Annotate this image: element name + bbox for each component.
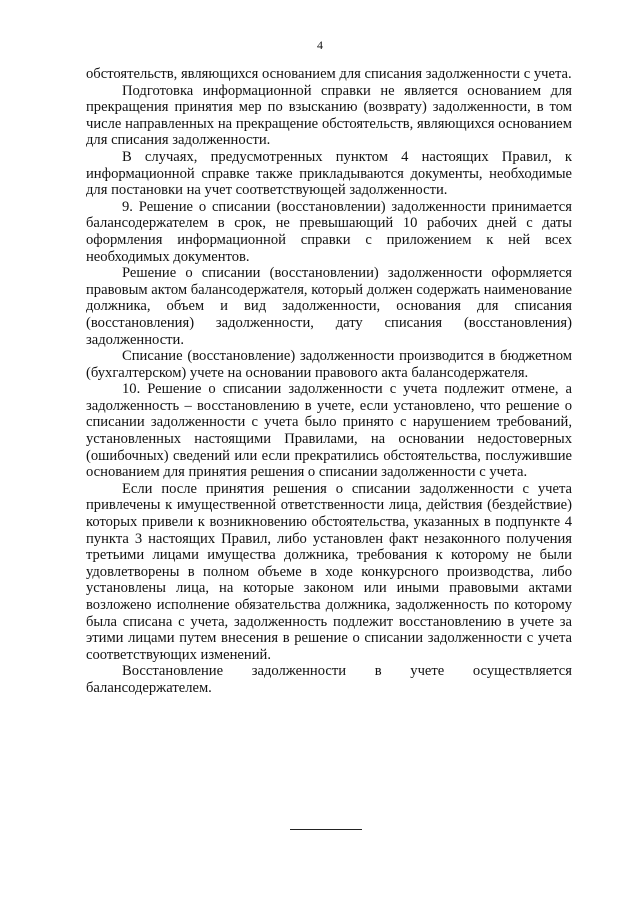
paragraph-restoration-conditions: Если после принятия решения о списании задолженности с учета привлечены к имущественной ответственности лица, действия (бездействие) которых привели к возникновению обстоятельства, указанных в подпункте 4 пункта 3 настоящих Правил, либо установлен факт незаконного получения третьими лицами имущества должника, требования к которому не были удовлетворены в полном объеме в ходе конкурсного производства, либо установлены лица, на которые законом или иными правовыми актами возложено исполнение обязательства должника, задолженность по которому была списана с учета, задолженность подлежит восстановлению в учете за этими лицами путем внесения в решение о списании задолженности с учета соответствующих изменений. <box>86 480 572 663</box>
end-of-document-rule <box>290 829 362 830</box>
document-body <box>86 66 572 697</box>
paragraph-write-off-accounting: Списание (восстановление) задолженности производится в бюджетном (бухгалтерском) учете на основании правового акта балансодержателя. <box>86 348 572 381</box>
paragraph-continuation: обстоятельств, являющихся основанием для списания задолженности с учета. <box>86 66 572 82</box>
page-number: 4 <box>317 38 323 52</box>
paragraph-attached-documents: В случаях, предусмотренных пунктом 4 настоящих Правил, к информационной справке также прикладываются документы, необходимые для постановки на учет соответствующей задолженности. <box>86 148 572 199</box>
paragraph-decision-form: Решение о списании (восстановлении) задолженности оформляется правовым актом балансодержателя, который должен содержать наименование должника, объем и вид задолженности, основания для списания (восстановления) задолженности, дату списания (восстановления) задолженности. <box>86 265 572 348</box>
paragraph-restoration-by-holder: Восстановление задолженности в учете осуществляется балансодержателем. <box>86 663 572 696</box>
paragraph-info-reference-not-basis: Подготовка информационной справки не является основанием для прекращения принятия мер по взысканию (возврату) задолженности, в том числе направленных на прекращение обстоятельств, являющихся основанием для списания задолженности. <box>86 82 572 149</box>
paragraph-item-10: 10. Решение о списании задолженности с учета подлежит отмене, а задолженность – восстановлению в учете, если установлено, что решение о списании задолженности с учета было принято с нарушением требований, установленных настоящими Правилами, на основании недостоверных (ошибочных) сведений или если прекратились обстоятельства, послужившие основанием для принятия решения о списании задолженности с учета. <box>86 381 572 481</box>
paragraph-item-9: 9. Решение о списании (восстановлении) задолженности принимается балансодержателем в срок, не превышающий 10 рабочих дней с даты оформления информационной справки с приложением к ней всех необходимых документов. <box>86 198 572 265</box>
